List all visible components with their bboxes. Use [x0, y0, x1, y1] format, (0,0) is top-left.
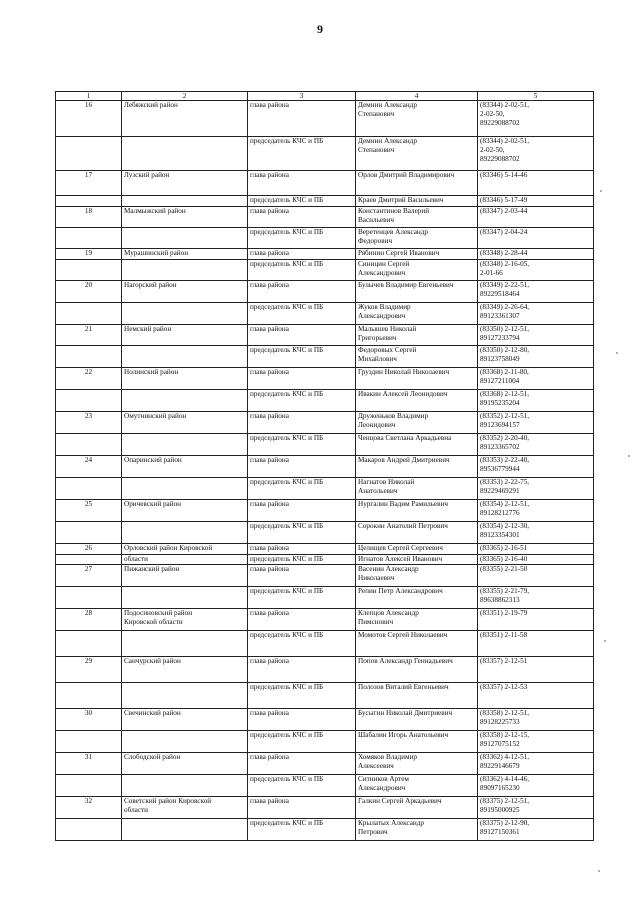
position-title: председатель КЧС и ПБ — [248, 228, 356, 249]
person-name: Шабалин Игорь Анатольевич — [356, 731, 478, 753]
phone-numbers: (83352) 2-12-51, 89123694157 — [478, 412, 594, 434]
phone-numbers: (83375) 2-12-51, 89195000925 — [478, 797, 594, 819]
person-name: Бусыгин Николай Дмитриевич — [356, 709, 478, 731]
phone-numbers: (83351) 2-11-58 — [478, 631, 594, 657]
table-row — [56, 171, 594, 196]
person-name: Краев Дмитрий Васильевич — [356, 196, 478, 207]
table-row — [56, 631, 594, 657]
row-number — [56, 260, 122, 281]
phone-numbers: (83346) 5-14-46 — [478, 171, 594, 196]
district-name: Немский район — [122, 325, 248, 346]
row-number — [56, 303, 122, 325]
table-row — [56, 555, 594, 565]
row-number: 31 — [56, 753, 122, 775]
row-number — [56, 522, 122, 544]
column-number-header-row — [56, 92, 594, 101]
district-name: Омутнинский район — [122, 412, 248, 434]
district-name — [122, 478, 248, 500]
table-row — [56, 819, 594, 841]
position-title: глава района — [248, 207, 356, 228]
position-title: глава района — [248, 500, 356, 522]
table-row — [56, 434, 594, 456]
table-row — [56, 609, 594, 631]
phone-numbers: (83365) 2-16-40 — [478, 555, 594, 565]
position-title: председатель КЧС и ПБ — [248, 390, 356, 412]
person-name: Полозов Виталий Евгеньевич — [356, 683, 478, 709]
position-title: председатель КЧС и ПБ — [248, 731, 356, 753]
district-name: области — [122, 555, 248, 565]
table-row — [56, 412, 594, 434]
table-row — [56, 228, 594, 249]
district-name — [122, 587, 248, 609]
row-number — [56, 683, 122, 709]
person-name: Груздин Николай Николаевич — [356, 368, 478, 390]
scan-speck — [600, 190, 602, 192]
position-title: председатель КЧС и ПБ — [248, 196, 356, 207]
person-name: Жуков Владимир Александрович — [356, 303, 478, 325]
phone-numbers: (83354) 2-12-51, 89128212776 — [478, 500, 594, 522]
person-name: Крылатых Александр Петрович — [356, 819, 478, 841]
phone-numbers: (83349) 2-26-64, 89123361307 — [478, 303, 594, 325]
table-body — [56, 92, 594, 841]
person-name: Ивакин Алексей Леонидович — [356, 390, 478, 412]
table-row — [56, 196, 594, 207]
district-name: Нагорский район — [122, 281, 248, 303]
row-number: 28 — [56, 609, 122, 631]
person-name: Демнин Александр Степанович — [356, 137, 478, 171]
phone-numbers: (83353) 2-22-75, 89229469291 — [478, 478, 594, 500]
table-row — [56, 565, 594, 587]
position-title: глава района — [248, 281, 356, 303]
table-row — [56, 346, 594, 368]
phone-numbers: (83362) 4-14-46, 89097165230 — [478, 775, 594, 797]
position-title: председатель КЧС и ПБ — [248, 522, 356, 544]
person-name: Федоровых Сергей Михайлович — [356, 346, 478, 368]
position-title: председатель КЧС и ПБ — [248, 260, 356, 281]
person-name: Рябинин Сергей Иванович — [356, 249, 478, 260]
column-number: 5 — [478, 92, 594, 101]
district-name: Слободской район — [122, 753, 248, 775]
phone-numbers: (83358) 2-12-15, 89127075152 — [478, 731, 594, 753]
row-number: 17 — [56, 171, 122, 196]
row-number: 23 — [56, 412, 122, 434]
position-title: глава района — [248, 456, 356, 478]
column-number: 4 — [356, 92, 478, 101]
phone-numbers: (83368) 2-12-51, 89195235204 — [478, 390, 594, 412]
table-row — [56, 368, 594, 390]
person-name: Веретенцев Александр Федорович — [356, 228, 478, 249]
table-row — [56, 657, 594, 683]
district-name — [122, 731, 248, 753]
person-name: Хомяков Владимир Алексеевич — [356, 753, 478, 775]
table-row — [56, 456, 594, 478]
position-title: глава района — [248, 709, 356, 731]
phone-numbers: (83344) 2-02-51, 2-02-50, 89229088702 — [478, 101, 594, 137]
position-title: глава района — [248, 753, 356, 775]
table-row — [56, 281, 594, 303]
position-title: глава района — [248, 657, 356, 683]
phone-numbers: (83375) 2-12-90, 89127150361 — [478, 819, 594, 841]
phone-numbers: (83354) 2-12-30, 89123354301 — [478, 522, 594, 544]
table-row — [56, 260, 594, 281]
person-name: Ситников Артем Александрович — [356, 775, 478, 797]
position-title: председатель КЧС и ПБ — [248, 683, 356, 709]
phone-numbers: (83347) 2-04-24 — [478, 228, 594, 249]
row-number — [56, 228, 122, 249]
phone-numbers: (83346) 5-17-49 — [478, 196, 594, 207]
district-name: Мурашинский район — [122, 249, 248, 260]
row-number: 24 — [56, 456, 122, 478]
phone-numbers: (83344) 2-02-51, 2-02-50, 89229088702 — [478, 137, 594, 171]
row-number — [56, 346, 122, 368]
position-title: глава района — [248, 565, 356, 587]
scan-speck — [598, 870, 600, 872]
district-name — [122, 196, 248, 207]
district-name — [122, 819, 248, 841]
person-name: Ченцова Светлана Аркадьевна — [356, 434, 478, 456]
row-number — [56, 478, 122, 500]
phone-numbers: (83362) 4-12-51, 89229146679 — [478, 753, 594, 775]
phone-numbers: (83347) 2-03-44 — [478, 207, 594, 228]
table-row — [56, 325, 594, 346]
table-row — [56, 303, 594, 325]
phone-numbers: (83365) 2-16-51 — [478, 544, 594, 555]
table-row — [56, 587, 594, 609]
table-row — [56, 731, 594, 753]
row-number: 20 — [56, 281, 122, 303]
person-name: Целищев Сергей Сергеевич — [356, 544, 478, 555]
district-name: Пижанский район — [122, 565, 248, 587]
phone-numbers: (83357) 2-12-51 — [478, 657, 594, 683]
position-title: председатель КЧС и ПБ — [248, 819, 356, 841]
person-name: Демнин Александр Степанович — [356, 101, 478, 137]
position-title: председатель КЧС и ПБ — [248, 775, 356, 797]
district-name — [122, 228, 248, 249]
person-name: Клепцов Александр Пимснович — [356, 609, 478, 631]
table-row — [56, 249, 594, 260]
person-name: Попов Александр Геннадьевич — [356, 657, 478, 683]
position-title: председатель КЧС и ПБ — [248, 303, 356, 325]
district-name: Оричевский район — [122, 500, 248, 522]
table-row — [56, 683, 594, 709]
person-name: Константинов Валерий Васильевич — [356, 207, 478, 228]
person-name: Репин Петр Александрович — [356, 587, 478, 609]
person-name: Нагнатов Николай Анатольевич — [356, 478, 478, 500]
district-name: Подосиновский район Кировской области — [122, 609, 248, 631]
district-name: Опаринский район — [122, 456, 248, 478]
district-name: Орловский район Кировской — [122, 544, 248, 555]
row-number: 25 — [56, 500, 122, 522]
row-number: 32 — [56, 797, 122, 819]
position-title: глава района — [248, 249, 356, 260]
person-name: Друженьков Владимир Леонидович — [356, 412, 478, 434]
position-title: председатель КЧС и ПБ — [248, 587, 356, 609]
row-number — [56, 390, 122, 412]
scan-speck — [604, 640, 606, 642]
table-row — [56, 207, 594, 228]
district-name — [122, 683, 248, 709]
row-number — [56, 731, 122, 753]
row-number — [56, 587, 122, 609]
table-row — [56, 544, 594, 555]
row-number — [56, 196, 122, 207]
phone-numbers: (83352) 2-20-40, 89123365702 — [478, 434, 594, 456]
district-name: Малмыжский район — [122, 207, 248, 228]
district-name — [122, 631, 248, 657]
scan-speck — [628, 455, 630, 457]
position-title: глава района — [248, 544, 356, 555]
row-number: 22 — [56, 368, 122, 390]
phone-numbers: (83351) 2-19-79 — [478, 609, 594, 631]
table-row — [56, 500, 594, 522]
phone-numbers: (83350) 2-12-51, 89127233794 — [478, 325, 594, 346]
row-number — [56, 775, 122, 797]
row-number: 30 — [56, 709, 122, 731]
position-title: глава района — [248, 101, 356, 137]
district-name — [122, 303, 248, 325]
position-title: председатель КЧС и ПБ — [248, 478, 356, 500]
phone-numbers: (83348) 2-28-44 — [478, 249, 594, 260]
row-number — [56, 137, 122, 171]
table-row — [56, 753, 594, 775]
position-title: глава района — [248, 325, 356, 346]
position-title: председатель КЧС и ПБ — [248, 434, 356, 456]
row-number: 26 — [56, 544, 122, 555]
phone-numbers: (83348) 2-16-05, 2-01-66 — [478, 260, 594, 281]
position-title: председатель КЧС и ПБ — [248, 631, 356, 657]
column-number: 1 — [56, 92, 122, 101]
district-name: Лузский район — [122, 171, 248, 196]
table-row — [56, 709, 594, 731]
phone-numbers: (83349) 2-22-51, 89229518464 — [478, 281, 594, 303]
district-name — [122, 522, 248, 544]
person-name: Булычев Владимир Евгеньевич — [356, 281, 478, 303]
position-title: председатель КЧС и ПБ — [248, 555, 356, 565]
phone-numbers: (83357) 2-12-53 — [478, 683, 594, 709]
person-name: Синицин Сергей Александрович — [356, 260, 478, 281]
position-title: глава района — [248, 412, 356, 434]
column-number: 2 — [122, 92, 248, 101]
phone-numbers: (83355) 2-21-50 — [478, 565, 594, 587]
row-number — [56, 555, 122, 565]
person-name: Момотов Сергей Николаевич — [356, 631, 478, 657]
contacts-table — [55, 91, 594, 841]
phone-numbers: (83353) 2-22-40, 89536779944 — [478, 456, 594, 478]
person-name: Сорокин Анатолий Петрович — [356, 522, 478, 544]
row-number: 29 — [56, 657, 122, 683]
row-number: 21 — [56, 325, 122, 346]
table-row — [56, 390, 594, 412]
district-name: Нолинский район — [122, 368, 248, 390]
column-number: 3 — [248, 92, 356, 101]
table-row — [56, 522, 594, 544]
row-number — [56, 434, 122, 456]
table-row — [56, 775, 594, 797]
phone-numbers: (83368) 2-11-80, 89127211004 — [478, 368, 594, 390]
table-row — [56, 797, 594, 819]
row-number: 19 — [56, 249, 122, 260]
phone-numbers: (83358) 2-12-51, 89128225733 — [478, 709, 594, 731]
position-title: глава района — [248, 797, 356, 819]
person-name: Орлов Дмитрий Владимирович — [356, 171, 478, 196]
district-name — [122, 434, 248, 456]
person-name: Игнатов Алексей Иванович — [356, 555, 478, 565]
district-name — [122, 346, 248, 368]
row-number — [56, 631, 122, 657]
position-title: председатель КЧС и ПБ — [248, 346, 356, 368]
row-number: 16 — [56, 101, 122, 137]
person-name: Нургалин Вадим Рамильевич — [356, 500, 478, 522]
person-name: Макаров Андрей Дмитриевич — [356, 456, 478, 478]
phone-numbers: (83355) 2-21-79, 89638862313 — [478, 587, 594, 609]
district-name: Санчурский район — [122, 657, 248, 683]
table-row — [56, 478, 594, 500]
district-name — [122, 390, 248, 412]
table-row — [56, 137, 594, 171]
person-name: Малышев Николай Григорьевич — [356, 325, 478, 346]
district-name: Советский район Кировской области — [122, 797, 248, 819]
person-name: Галкин Сергей Аркадьевич — [356, 797, 478, 819]
position-title: глава района — [248, 609, 356, 631]
district-name: Свечинский район — [122, 709, 248, 731]
position-title: председатель КЧС и ПБ — [248, 137, 356, 171]
scan-speck — [616, 352, 618, 354]
person-name: Васенин Александр Николаевич — [356, 565, 478, 587]
page-number: 9 — [317, 22, 323, 36]
district-name — [122, 137, 248, 171]
position-title: глава района — [248, 171, 356, 196]
phone-numbers: (83350) 2-12-80, 89123758049 — [478, 346, 594, 368]
district-name — [122, 775, 248, 797]
row-number — [56, 819, 122, 841]
district-name: Лебяжский район — [122, 101, 248, 137]
position-title: глава района — [248, 368, 356, 390]
district-name — [122, 260, 248, 281]
row-number: 27 — [56, 565, 122, 587]
row-number: 18 — [56, 207, 122, 228]
table-row — [56, 101, 594, 137]
